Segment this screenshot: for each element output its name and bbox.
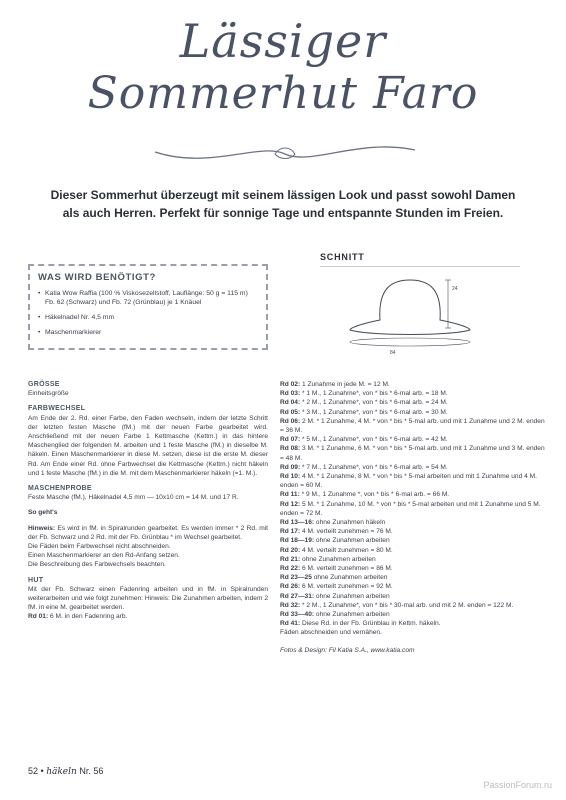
round-row [280, 408, 545, 417]
round-instruction: 6 M. verteilt zunehmen = 86 M. [300, 565, 393, 573]
round-instruction: ohne Zunahmen arbeiten [311, 574, 388, 582]
round-instruction: 2 M. * 1 Zunahme, 4 M. * von * bis * 5-mal arb. und mit 1 Zunahme und 2 M. enden = 36 M. [280, 417, 545, 435]
colorchange-heading: FARBWECHSEL [28, 405, 86, 413]
page-number: 52 [28, 766, 39, 776]
round-instruction: 4 M. * 1 Zunahme, 8 M. * von * bis * 5-mal arbeiten und mit 1 Zunahme und 4 M. enden = 60 M. [280, 473, 537, 490]
round-label: Rd 12: [280, 500, 301, 508]
hat-schematic [330, 270, 490, 360]
dim-width-label: 84 [390, 350, 396, 356]
round-label: Rd 23—25 [280, 574, 312, 582]
round-row [280, 398, 545, 407]
howto-heading: So geht's [28, 509, 58, 517]
note-label: Hinweis: [28, 524, 56, 532]
round-instruction: * 7 M., 1 Zunahme*, von * bis * 6-mal arb. = 54 M. [300, 463, 448, 471]
round-row [280, 592, 545, 601]
round-label: Rd 10: [280, 473, 301, 481]
round-instruction: ohne Zunahmen arbeiten [314, 537, 390, 545]
round-label: Rd 41: [280, 620, 301, 628]
round-instruction: ohne Zunahmen arbeiten [300, 555, 376, 563]
lead-paragraph: Dieser Sommerhut überzeugt mit seinem lässigen Look und passt sowohl Damen als auch Herren. Perfekt für sonnige Tage und entspannte Stunden im Freien. [50, 188, 516, 220]
round-label: Rd 06: [280, 417, 301, 425]
round-label: Rd 22: [280, 565, 301, 573]
round-instruction: Diese Rd. in der Fb. Grünblau in Kettm. häkeln. [300, 620, 441, 628]
round-row [280, 582, 545, 591]
round-row [280, 472, 545, 490]
note-line: Einen Maschenmarkierer an den Rd-Anfang setzen. [28, 552, 180, 560]
round-row [280, 564, 545, 573]
round-label: Rd 18—19: [280, 537, 315, 545]
round-row [280, 536, 545, 545]
round-row [280, 380, 545, 389]
round-row [280, 490, 545, 499]
round-label: Rd 04: [280, 399, 301, 407]
round-instruction: ohne Zunahmen arbeiten [314, 611, 390, 619]
dim-height-label: 24 [452, 286, 458, 292]
left-column [28, 380, 268, 622]
materials-heading: WAS WIRD BENÖTIGT? [38, 272, 156, 283]
round-label: Rd 07: [280, 436, 301, 444]
round-row [280, 417, 545, 435]
schnitt-heading: SCHNITT [320, 252, 365, 262]
schnitt-divider [320, 266, 520, 267]
title-block [0, 14, 566, 119]
note-line: Die Beschreibung des Farbwechsels beachten. [28, 561, 166, 569]
round-label: Rd 02: [280, 381, 301, 388]
title-flourish [150, 140, 420, 166]
round-instruction: * 5 M., 1 Zunahme*, von * bis * 6-mal arb. = 42 M. [300, 436, 448, 444]
materials-item: • Häkelnadel Nr. 4,5 mm [38, 313, 258, 322]
round-row [280, 444, 545, 462]
round-row [280, 389, 545, 398]
round-row [280, 527, 545, 536]
note-paragraph [28, 524, 268, 542]
size-heading: GRÖSSE [28, 381, 60, 388]
materials-list [38, 289, 258, 337]
issue-number: Nr. 56 [79, 766, 104, 776]
right-column [280, 380, 545, 655]
footer-bullet: • [40, 766, 47, 776]
round-label: Rd 13—16: [280, 519, 315, 527]
round-list [280, 380, 545, 628]
hat-text: Mit der Fb. Schwarz einen Fadenring arbeiten und in fM. in Spiralrunden weiterarbeiten und wie folgt zunehmen: Hinweis: Die Zunahmen arbeiten, indem 2 fM. in eine M. gearbeitet werden. [28, 585, 268, 612]
round-label: Rd 20: [280, 546, 301, 554]
round-row [280, 619, 545, 628]
page-footer [28, 766, 103, 777]
round-row: Rd 01: 6 M. in den Fadenring arb. [28, 613, 128, 621]
round-label: Rd 27—31: [280, 592, 315, 600]
round-instruction: 1 Zunahme in jede M. = 12 M. [300, 381, 390, 388]
page-title-line1: Lässiger [179, 14, 387, 68]
materials-item: • Katia Wow Raffia (100 % Viskosezellstoff, Lauflänge: 50 g = 115 m) Fb. 62 (Schwarz) und Fb. 72 (Grünblau) je 1 Knäuel [38, 289, 258, 307]
finish-text: Fäden abschneiden und vernähen. [280, 629, 382, 637]
magazine-name: häkeln [46, 767, 77, 777]
round-label: Rd 09: [280, 463, 301, 471]
round-label: Rd 21: [280, 555, 301, 563]
round-instruction: 5 M. * 1 Zunahme, 10 M. * von * bis * 5-mal arbeiten und mit 1 Zunahme und 5 M. enden = 72 M. [280, 500, 541, 517]
hat-heading: HUT [28, 576, 44, 584]
round-row [280, 500, 545, 518]
round-instruction: 4 M. verteilt zunehmen = 76 M. [300, 528, 393, 536]
round-instruction: ohne Zunahmen arbeiten [314, 592, 390, 600]
round-row [280, 546, 545, 555]
round-row [280, 463, 545, 472]
colorchange-text: Am Ende der 2. Rd. einer Farbe, den Faden wechseln, indem der letzte Schritt der letzten festen Masche (fM.) mit der neuen Farbe gearbeitet wird. Anschließend mit der neuen Farbe 1 Kettmasche (Kettm.) in das hintere Maschenglied der folgenden M. arbeiten und 1 feste Masche (fM.) in dieselbe M. häkeln. Einen Maschenmarkierer in diese M. setzen, diese ist die erste M. dieser Rd. Am Ende einer Rd. ohne Farbwechsel die Kettmasche (Kettm.) nicht häkeln und 1 feste Masche (fM.) in die M. mit dem Maschenmarkierer häkeln (=1. M.). [28, 414, 268, 477]
round-instruction: 6 M. verteilt zunehmen = 92 M. [300, 583, 393, 591]
round-instruction: ohne Zunahmen häkeln [314, 519, 386, 527]
round-instruction: * 9 M., 1 Zunahme *, von * bis * 6-mal arb. = 66 M. [299, 491, 450, 499]
gauge-heading: MASCHENPROBE [28, 485, 92, 493]
round-label: Rd 33—40: [280, 611, 315, 619]
round-label: Rd 08: [280, 445, 301, 453]
round-row [280, 573, 545, 582]
design-credit: Fotos & Design: Fil Katia S.A., www.katia.com [280, 646, 415, 654]
round-instruction: * 2 M., 1 Zunahme*, von * bis * 6-mal arb. = 24 M. [300, 399, 448, 407]
round-row [280, 610, 545, 619]
watermark: PassionForum.ru [483, 780, 552, 790]
round-row [280, 555, 545, 564]
round-instruction: 3 M. * 1 Zunahme, 6 M. * von * bis * 5-mal arb. und mit 1 Zunahme und 3 M. enden = 48 M. [280, 445, 545, 462]
round-instruction: * 2 M., 1 Zunahme*, von * bis * 30-mal arb. und mit 2 M. enden = 122 M. [300, 601, 514, 609]
gauge-text: Feste Masche (fM.), Häkelnadel 4,5 mm — 10x10 cm = 14 M. und 17 R. [28, 494, 239, 502]
note-text: Es wird in fM. in Spiralrunden gearbeitet. Es werden immer * 2 Rd. mit der Fb. Schwarz und 2 Rd. mit der Fb. Grünblau * im Wechsel gearbeitet. [28, 524, 268, 541]
size-text: Einheitsgröße [28, 390, 69, 398]
materials-item: • Maschenmarkierer [38, 328, 258, 337]
round-instruction: 4 M. verteilt zunehmen = 80 M. [300, 546, 393, 554]
round-instruction: * 1 M., 1 Zunahme*, von * bis * 6-mal arb. = 18 M. [300, 390, 448, 398]
round-label: Rd 26: [280, 583, 301, 591]
round-label: Rd 11: [280, 491, 300, 499]
materials-box [28, 264, 268, 350]
round-row [280, 518, 545, 527]
round-label: Rd 05: [280, 408, 301, 416]
page-title-line2: Sommerhut Faro [87, 68, 479, 119]
round-label: Rd 03: [280, 390, 301, 398]
round-label: Rd 32: [280, 601, 301, 609]
round-instruction: * 3 M., 1 Zunahme*, von * bis * 6-mal arb. = 30 M. [300, 408, 448, 416]
round-row [280, 435, 545, 444]
round-label: Rd 17: [280, 528, 301, 536]
round-row [280, 601, 545, 610]
note-line: Die Fäden beim Farbwechsel nicht abschneiden. [28, 543, 171, 551]
